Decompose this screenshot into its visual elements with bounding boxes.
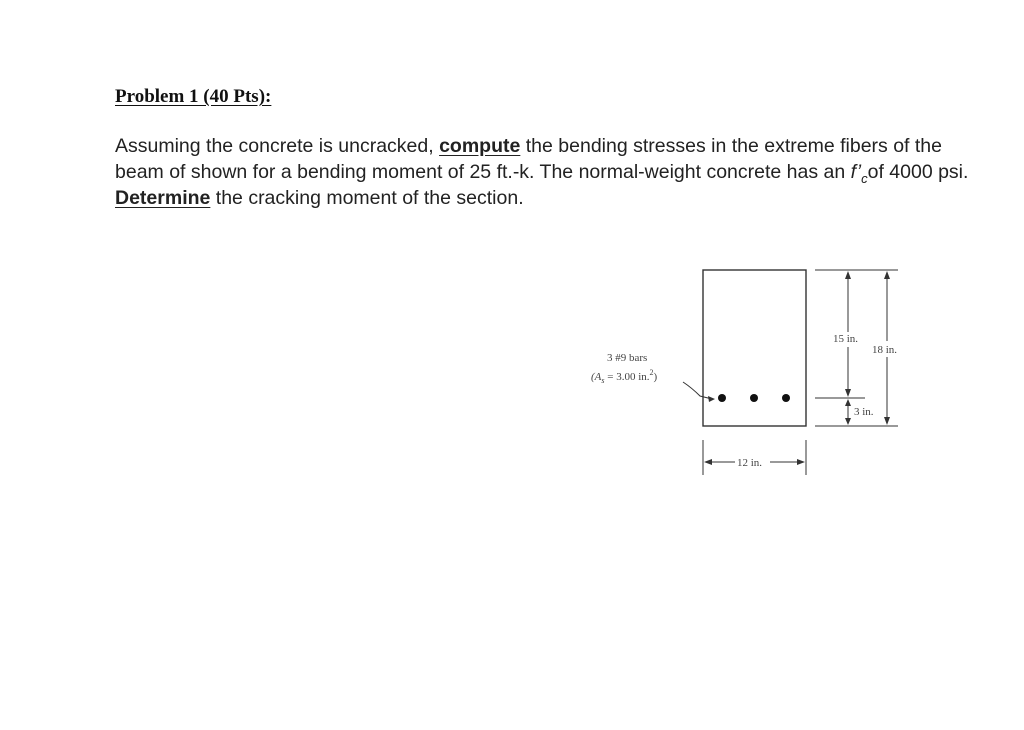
statement-text-4: the cracking moment of the section. bbox=[210, 187, 524, 209]
bars-leader-arrow bbox=[708, 396, 715, 402]
area-prefix: (A bbox=[591, 371, 602, 383]
area-value: = 3.00 in. bbox=[604, 371, 650, 383]
problem-heading: Problem 1 (40 Pts): bbox=[115, 86, 272, 107]
beam-section-outline bbox=[703, 270, 806, 426]
beam-cross-section-figure bbox=[580, 260, 910, 480]
statement-text-2: the bending stresses in the extreme fibers of the beam of shown for a bending moment of 25 ft.-k. The normal-weight concrete has an bbox=[115, 135, 942, 183]
dim-3-arrow-top bbox=[845, 399, 851, 406]
area-subscript: s bbox=[601, 376, 605, 385]
problem-statement bbox=[115, 133, 995, 211]
fc-subscript: c bbox=[861, 171, 868, 186]
rebar-left bbox=[718, 394, 726, 402]
statement-text-3: of 4000 psi. bbox=[867, 161, 969, 183]
steel-area-label bbox=[591, 368, 658, 385]
keyword-determine: Determine bbox=[115, 187, 211, 209]
dim-15-arrow-bottom bbox=[845, 389, 851, 397]
dim-15-arrow-top bbox=[845, 271, 851, 279]
dim-15-label: 15 in. bbox=[833, 333, 859, 345]
area-suffix: ) bbox=[653, 371, 658, 383]
dim-12-arrow-right bbox=[797, 459, 805, 465]
rebar-middle bbox=[750, 394, 758, 402]
area-superscript: 2 bbox=[649, 368, 654, 377]
dim-18-arrow-top bbox=[884, 271, 890, 279]
dim-18-arrow-bottom bbox=[884, 417, 890, 425]
rebar-right bbox=[782, 394, 790, 402]
dim-3-label: 3 in. bbox=[854, 406, 874, 418]
dim-12-label: 12 in. bbox=[737, 457, 763, 469]
dim-3-arrow-bottom bbox=[845, 418, 851, 425]
keyword-compute: compute bbox=[439, 135, 521, 157]
bars-leader-line bbox=[683, 382, 712, 399]
bars-label: 3 #9 bars bbox=[607, 352, 648, 364]
dim-18-label: 18 in. bbox=[872, 344, 898, 356]
fc-symbol-main: f’ bbox=[850, 161, 862, 183]
dim-12-arrow-left bbox=[704, 459, 712, 465]
statement-text-1: Assuming the concrete is uncracked, bbox=[115, 135, 440, 157]
fc-symbol bbox=[850, 161, 868, 186]
